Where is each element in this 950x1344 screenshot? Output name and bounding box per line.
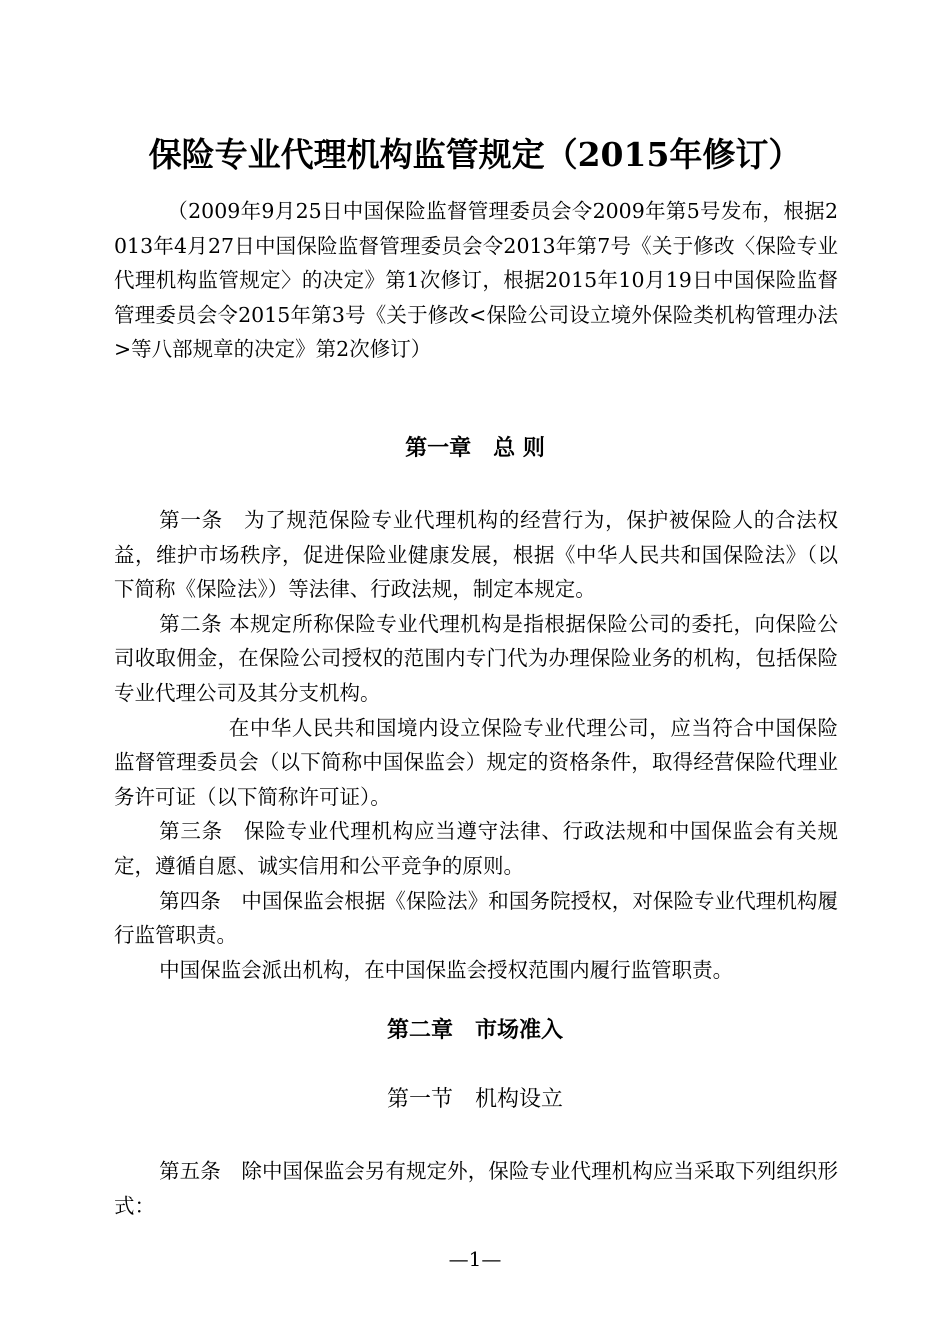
chapter-1-body bbox=[114, 503, 838, 987]
article-2-paragraph-2: 在中华人民共和国境内设立保险专业代理公司，应当符合中国保险监督管理委员会（以下简称中国保监会）规定的资格条件，取得经营保险代理业务许可证（以下简称许可证）。 bbox=[114, 715, 838, 809]
chapter-2-heading: 第二章 市场准入 bbox=[386, 1018, 563, 1043]
revision-note: （2009年9月25日中国保险监督管理委员会令2009年第5号发布，根据2013年4月27日中国保险监督管理委员会令2013年第7号《关于修改〈保险专业代理机构监管规定〉的决定》第1次修订，根据2015年10月19日中国保险监督管理委员会令2015年第3号《关于修改<保险公司设立境外保险类机构管理办法>等八部规章的决定》第2次修订） bbox=[114, 199, 838, 362]
article-4-paragraph-2: 中国保监会派出机构，在中国保监会授权范围内履行监管职责。 bbox=[159, 957, 734, 982]
article-1: 第一条 为了规范保险专业代理机构的经营行为，保护被保险人的合法权益，维护市场秩序，促进保险业健康发展，根据《中华人民共和国保险法》（以下简称《保险法》）等法律、行政法规，制定本规定。 bbox=[114, 508, 838, 602]
chapter-2-section-1-body bbox=[114, 1154, 838, 1223]
article-3: 第三条 保险专业代理机构应当遵守法律、行政法规和中国保监会有关规定，遵循自愿、诚实信用和公平竞争的原则。 bbox=[114, 819, 838, 878]
article-5: 第五条 除中国保监会另有规定外，保险专业代理机构应当采取下列组织形式： bbox=[114, 1159, 838, 1218]
article-2: 第二条 本规定所称保险专业代理机构是指根据保险公司的委托，向保险公司收取佣金，在保险公司授权的范围内专门代为办理保险业务的机构，包括保险专业代理公司及其分支机构。 bbox=[114, 611, 838, 705]
document-title: 保险专业代理机构监管规定（2015年修订） bbox=[148, 135, 802, 174]
page-number: —1— bbox=[448, 1247, 502, 1271]
article-4: 第四条 中国保监会根据《保险法》和国务院授权，对保险专业代理机构履行监管职责。 bbox=[114, 888, 838, 948]
chapter-1-heading: 第一章 总 则 bbox=[405, 436, 545, 461]
section-1-heading: 第一节 机构设立 bbox=[386, 1087, 563, 1112]
